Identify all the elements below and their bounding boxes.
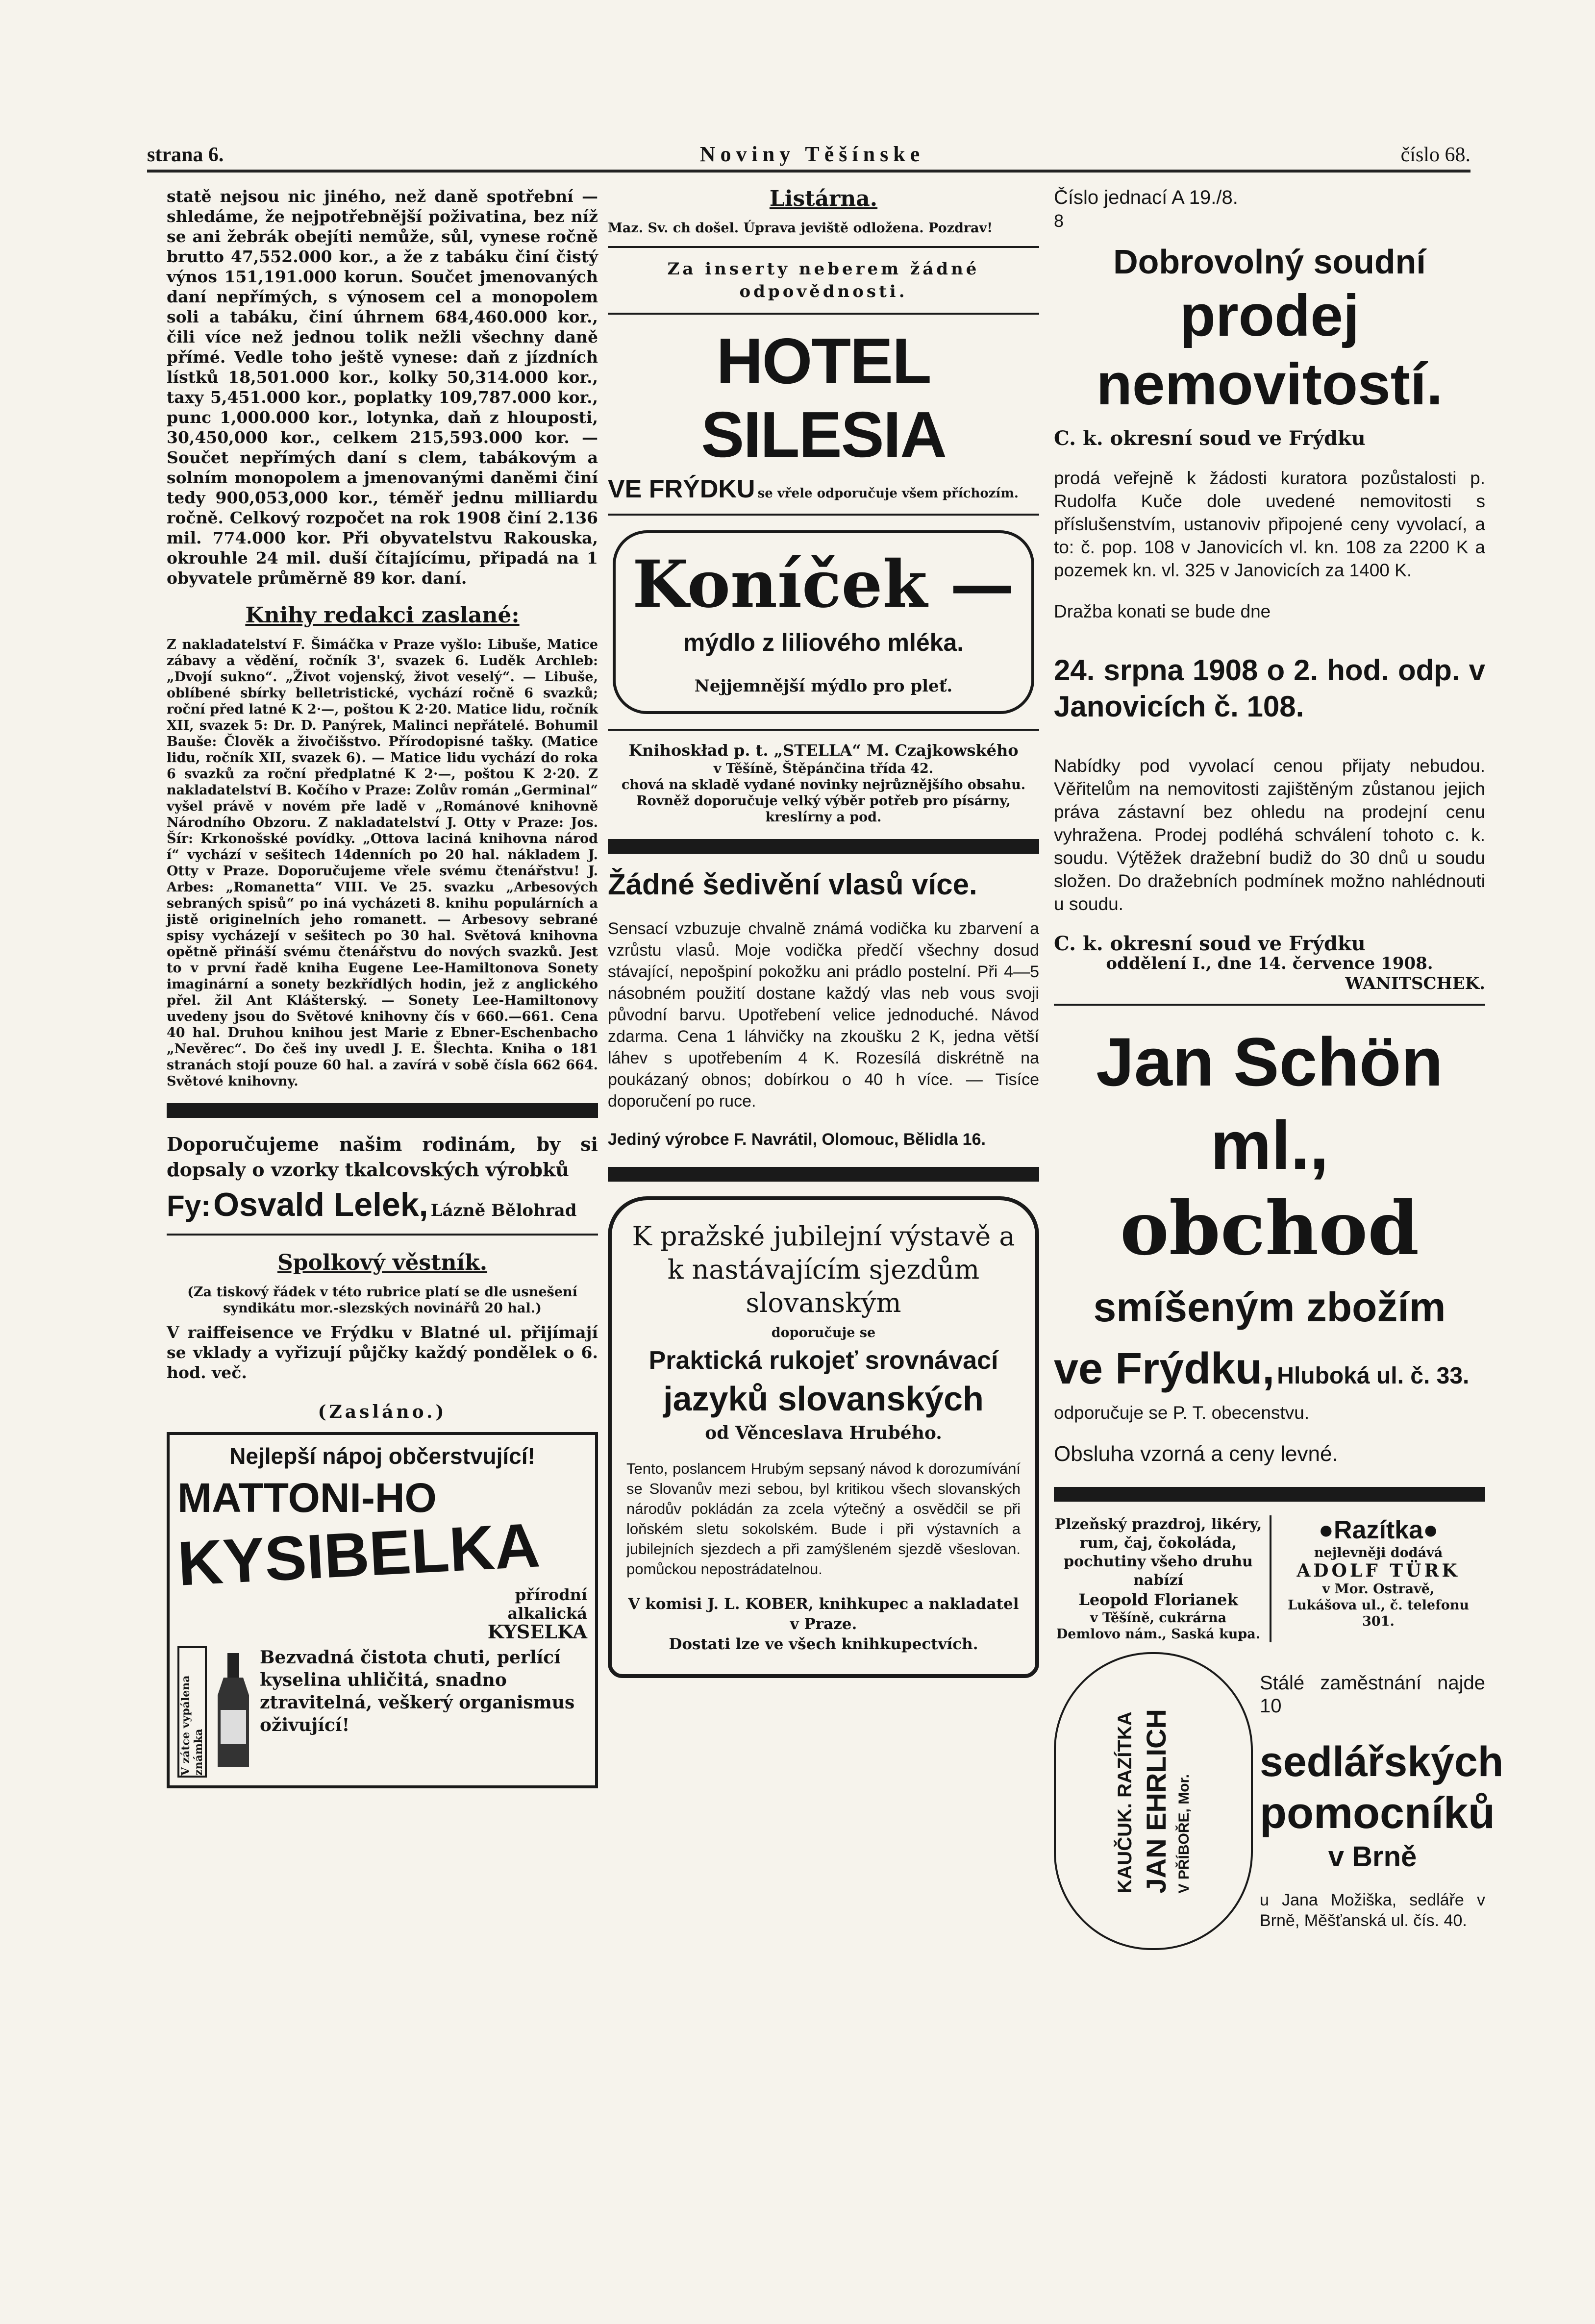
mattoni-top: Nejlepší nápoj občerstvující! bbox=[229, 1443, 535, 1469]
mattoni-side-stamp: V zátce vypálena známka bbox=[177, 1646, 207, 1778]
divider bbox=[608, 729, 1039, 731]
razitka-addr: Lukášova ul., č. telefonu 301. bbox=[1288, 1598, 1469, 1629]
hotel-city: VE FRÝDKU bbox=[608, 475, 755, 503]
oswald-ad-firm bbox=[167, 1186, 598, 1224]
jubilee-book2: jazyků slovanských bbox=[663, 1380, 984, 1418]
schon-shop: obchod bbox=[1120, 1186, 1420, 1272]
oswald-ad-text: Doporučujeme našim rodinám, by si dopsaly o vzorky tkalcovských výrobků bbox=[167, 1133, 598, 1181]
konicek-name: Koníček — bbox=[632, 546, 1015, 622]
page-number: strana 6. bbox=[147, 144, 224, 166]
firm-name: Osvald Lelek, bbox=[213, 1186, 428, 1223]
pivo-place: v Těšíně, cukrárna bbox=[1090, 1610, 1227, 1626]
auction-sign: WANITSCHEK. bbox=[1345, 974, 1485, 993]
divider bbox=[167, 1234, 598, 1236]
stella-line: Knihoskład p. t. „STELLA“ M. Czajkowského bbox=[628, 741, 1019, 760]
auction-text: prodá veřejně k žádosti kuratora pozůstalosti p. Rudolfa Kuče dole uvedené nemovitosti s příslušenstvím, ustanoviv připojené ceny vyvolací, a to: č. pop. 108 v Janovicích vl. kn. 108 za 2200 K a pozemek kn. vl. 325 v Janovicích za 1400 K. bbox=[1054, 468, 1485, 580]
job-big1: sedlářských bbox=[1260, 1738, 1504, 1785]
job-ad bbox=[1260, 1652, 1504, 1950]
pivo-ad bbox=[1054, 1515, 1263, 1642]
books-text: Z nakladatelství F. Šimáčka v Praze vyšlo: Libuše, Matice zábavy a vědění, ročník 3', svazek 6. Luděk Archleb: „Dvojí sukno“. „Život vojenský, život veselý“. — Libuše, oblíbené sbírky belletristické, vychází ročně 6 svazků; roční před latné K 2·—, poštou K 2·20. Matice lidu, ročník XII, svazek 5: Dr. D. Panýrek, Malinci nepřátelé. Bohumil Bauše: Člověk a živočišstvo. Přírodopisné tašky. (Matice lidu, ročník XII, svazek 6). — Matice lidu vychází do roka 6 svazků za roční předplatné K 2·—, poštou K 2·20. Z nakladatelství B. Kočího v Praze: Zolův román „Germinal“ vyšel právě v novém pře ladě v „Románové knihovně Národního Obzoru. Z nakladatelství J. Otty v Praze: Jos. Šír: Krkonošské povídky. „Ottova laciná knihovna národ í“ vychází v sešitech 14denních po 20 hal. nákladem J. Otty v Praze. Doporučujeme vřele svému čtenářstvu! J. Arbes: „Romanetta“ VIII. Ve 25. svazku „Arbesových sebraných spisů“ po iná vycházeti 8. knihu populárních a jistě originelních jeho romanett. — Arbesovy sebrané spisy vycházejí v sešitech po 30 hal. Světová knihovna opětně přináší svému čtenářstvu do nových svazků. Jest to v první řadě kniha Eugene Lee-Hamiltonova Sonety imaginární a sonety bezkřídlých hodin, jež z anglického přel. žil Ant Klášterský. — Sonety Lee-Hamiltonovy uvedeny jsou do Světové knihovny čís v 660.—661. Cena 40 hal. Druhou knihou jest Marie z Ebner-Eschenbacho „Nevěrec“. Do češ iny uvedl J. E. Šlechta. Kniha o 181 stranách stojí pouze 60 hal. a zavírá v sobě čísla 662 664. Světové knihovny. bbox=[167, 637, 598, 1089]
konicek-sub: mýdlo z liliového mléka. bbox=[683, 629, 964, 656]
auction-court2: C. k. okresní soud ve Frýdku bbox=[1054, 932, 1366, 955]
konicek-slogan: Nejjemnější mýdlo pro pleť. bbox=[694, 676, 953, 696]
razitka-place: v Mor. Ostravě, bbox=[1322, 1582, 1435, 1597]
divider bbox=[608, 514, 1039, 516]
auction-terms: Nabídky pod vyvolací cenou přijaty nebudou. Věřitelům na nemovitosti zajištěným zůstanou jejich práva zástavní bez ohledu na prodejní cenu vyhražena. Prodej podléhá schválení tohoto c. k. soudu. Výtěžek dražební budiž do 30 dnů u soudu složen. Do dražebních podmínek možno nahlédnouti u soudu. bbox=[1054, 756, 1485, 914]
divider bbox=[608, 313, 1039, 315]
divider bbox=[608, 839, 1039, 854]
jubilee-title: K pražské jubilejní výstavě a k nastávajícím sjezdům slovanským bbox=[632, 1221, 1015, 1318]
firm-prefix: Fy: bbox=[167, 1189, 211, 1222]
schon-place: ve Frýdku, bbox=[1054, 1344, 1275, 1393]
hotel-name: HOTEL SILESIA bbox=[701, 325, 946, 470]
schon-goods: smíšeným zbožím bbox=[1093, 1284, 1446, 1330]
job-city: v Brně bbox=[1328, 1841, 1417, 1873]
divider bbox=[608, 246, 1039, 248]
divider bbox=[167, 1103, 598, 1118]
schon-street: Hluboká ul. č. 33. bbox=[1277, 1363, 1470, 1389]
jubilee-text: Tento, poslancem Hrubým sepsaný návod k dorozumívání se Slovanův mezi sebou, byl kritikou všech slovanských národův pokládán za zcela výtečný a osvědčil se při loňském sletu sokolském. Bude i při výstavních a jubilejních sjezdech a při zamýšleném sjezdě všeslovan. pomůckou nepostrádatelnou. bbox=[626, 1460, 1021, 1578]
stella-place: v Těšíně, Štěpánčina třída 42. bbox=[713, 761, 934, 776]
jubilee-author: od Věnceslava Hrubého. bbox=[705, 1423, 942, 1443]
article-text: statě nejsou nic jiného, než daně spotřební — shledáme, že nejpotřebnější poživatina, bez níž se ani žebrák obejíti nemůže, sůl, vynese ročně brutto 47,552.000 kor., a že z tabáku činí čistý výnos 151,191.000 korun. Součet jmenovaných daní nepřímých, s výnosem cel a monopolem soli a tabáku, činí úhrnem 684,460.000 kor., čili více než jednou tolik nežli všechny daně přímé. Vedle toho ještě vynese: daň z jízdních lístků 18,501.000 kor., kolky 50,314.000 kor., taxy 5,451.000 kor., poplatky 109,787.000 kor., punc 1,000.000 kor., lotynka, daň z hlouposti, 30,450,000 kor., celkem 215,593.000 kor. — Součet nepřímých daní s clem, tabákovým a solním monopolem a jmenovanými daněmi činí tedy 900,053,000 kor., téměř jednu milliardu ročně. Celkový rozpočet na rok 1908 činí 2.136 mil. 774.000 kor. Při obyvatelstvu Rakouska, okrouhle 24 mil. duší čítajícímu, připadá na 1 obyvatele průměrně 89 kor. daní. bbox=[167, 187, 598, 588]
column-right bbox=[1054, 186, 1504, 1950]
auction-dept: oddělení I., dne 14. července 1908. bbox=[1106, 954, 1433, 973]
job-big2: pomocníků bbox=[1260, 1789, 1495, 1838]
razitka-name: ADOLF TÜRK bbox=[1296, 1560, 1460, 1581]
ehrlich-ad bbox=[1054, 1652, 1253, 1950]
page-header bbox=[147, 123, 1470, 173]
ehrlich-name: JAN EHRLICH bbox=[1141, 1708, 1171, 1894]
auction-title1: Dobrovolný soudní bbox=[1113, 243, 1426, 281]
razitka-text: nejlevněji dodává bbox=[1314, 1545, 1443, 1560]
zaslano-label: (Zasláno.) bbox=[318, 1402, 447, 1422]
divider bbox=[608, 1167, 1039, 1182]
sediveni-maker: Jediný výrobce F. Navrátil, Olomouc, Bělidla 16. bbox=[608, 1130, 986, 1149]
mattoni-name: MATTONI-HO bbox=[177, 1475, 437, 1521]
books-heading: Knihy redakci zaslané: bbox=[245, 603, 520, 628]
spolkovy-text: V raiffeisence ve Frýdku v Blatné ul. přijímají se vklady a vyřizují půjčky každý pondělek o 6. hod. več. bbox=[167, 1323, 598, 1382]
column-left bbox=[167, 186, 598, 1788]
sediveni-text: Sensací vzbuzuje chvalně známá vodička ku zbarvení a vzrůstu vlasů. Moje vodička předčí všechny dosud stávající, nepošpiní pokožku ani prádlo postelní. Při 4—5 násobném použití dostane každý vlas neb vous svoji původní barvu. Upotřebení velice jednoduché. Návod zdarma. Cena 1 láhvičky na zkoušku 2 K, jedna větší láhev s upotřebením 4 K. Rozesílá diskrétně na poukázaný obnos; dobírkou o 40 h více. — Tisíce doporučení po ruce. bbox=[608, 919, 1039, 1111]
stella-text: chová na skladě vydané novinky nejrůznějšího obsahu. Rovněž doporučuje velký výběr potřeb pro písárny, kreslírny a pod. bbox=[621, 777, 1026, 825]
lower-ads-row bbox=[1054, 1652, 1504, 1950]
schon-name: Jan Schön ml., bbox=[1096, 1023, 1443, 1184]
mattoni-sub1: přírodní bbox=[515, 1585, 587, 1604]
job-title: Stálé zaměstnání najde 10 bbox=[1260, 1672, 1485, 1717]
mattoni-product: KYSIBELKA bbox=[175, 1510, 542, 1599]
spolkovy-heading: Spolkový věstník. bbox=[277, 1250, 488, 1275]
mattoni-sub3: KYSELKA bbox=[487, 1621, 587, 1643]
job-text: u Jana Možiška, sedláře v Brně, Měšťanská ul. čís. 40. bbox=[1260, 1891, 1485, 1930]
mattoni-sub2: alkalická bbox=[507, 1604, 587, 1623]
pivo-name: Leopold Florianek bbox=[1078, 1590, 1238, 1609]
jednaci-sub: 8 bbox=[1054, 211, 1064, 231]
razitka-ad bbox=[1270, 1515, 1485, 1642]
auction-court: C. k. okresní soud ve Frýdku bbox=[1054, 427, 1366, 450]
pivo-addr: Demlovo nám., Saská kupa. bbox=[1056, 1627, 1261, 1642]
jednaci-number: Číslo jednací A 19./8. bbox=[1054, 187, 1238, 208]
listarna-heading: Listárna. bbox=[769, 186, 878, 211]
firm-place: Lázně Bělohrad bbox=[430, 1201, 577, 1220]
ehrlich-right: V PŘÍBOŘE, Mor. bbox=[1176, 1774, 1192, 1894]
column-middle bbox=[608, 186, 1039, 1693]
jubilee-recommend: doporučuje se bbox=[771, 1325, 876, 1340]
schon-recommend: odporučuje se P. T. obecenstvu. bbox=[1054, 1403, 1310, 1423]
hotel-text: se vřele odporučuje všem příchozím. bbox=[757, 486, 1019, 501]
razitka-title: ●Razítka● bbox=[1318, 1516, 1439, 1544]
schon-service: Obsluha vzorná a ceny levné. bbox=[1054, 1442, 1338, 1466]
listarna-text: Maz. Sv. ch došel. Úprava jeviště odložena. Pozdrav! bbox=[608, 221, 993, 236]
auction-title2: prodej nemovitostí. bbox=[1096, 283, 1443, 417]
divider bbox=[1054, 1487, 1485, 1502]
issue-number: číslo 68. bbox=[1400, 144, 1470, 166]
schon-address bbox=[1054, 1344, 1485, 1394]
divider bbox=[1054, 1004, 1485, 1006]
newspaper-title: Noviny Těšínske bbox=[699, 142, 925, 166]
auction-date: 24. srpna 1908 o 2. hod. odp. v Janovicích č. 108. bbox=[1054, 654, 1485, 723]
jubilee-book1: Praktická rukojeť srovnávací bbox=[648, 1346, 998, 1375]
jubilee-buy: Dostati lze ve všech knihkupectvích. bbox=[669, 1635, 978, 1653]
hotel-sub bbox=[608, 474, 1039, 504]
sediveni-heading: Žádné šedivění vlasů více. bbox=[608, 868, 977, 901]
auction-when: Dražba konati se bude dne bbox=[1054, 601, 1271, 621]
konicek-ad bbox=[613, 530, 1034, 714]
mattoni-body: Bezvadná čistota chuti, perlící kyselina uhličitá, snadno ztravitelná, veškerý organismus oživující! bbox=[260, 1647, 575, 1735]
newspaper-page bbox=[147, 123, 1504, 2254]
pivo-text: Plzeňský prazdroj, likéry, rum, čaj, čokoláda, pochutiny všeho druhu nabízí bbox=[1054, 1516, 1262, 1589]
inserty-note: Za inserty neberem žádné odpovědnosti. bbox=[667, 259, 980, 301]
small-ads-row bbox=[1054, 1515, 1485, 1642]
jubilee-publisher: V komisi J. L. KOBER, knihkupec a nakladatel v Praze. bbox=[628, 1595, 1019, 1633]
jubilee-ad bbox=[608, 1196, 1039, 1678]
ehrlich-left: KAUČUK. RAZÍTKA bbox=[1114, 1711, 1136, 1894]
bottle-icon bbox=[214, 1646, 253, 1774]
spolkovy-note: (Za tiskový řádek v této rubrice platí se dle usnešení syndikátu mor.-slezských novinářů 20 hal.) bbox=[187, 1285, 577, 1316]
mattoni-ad bbox=[167, 1432, 598, 1788]
